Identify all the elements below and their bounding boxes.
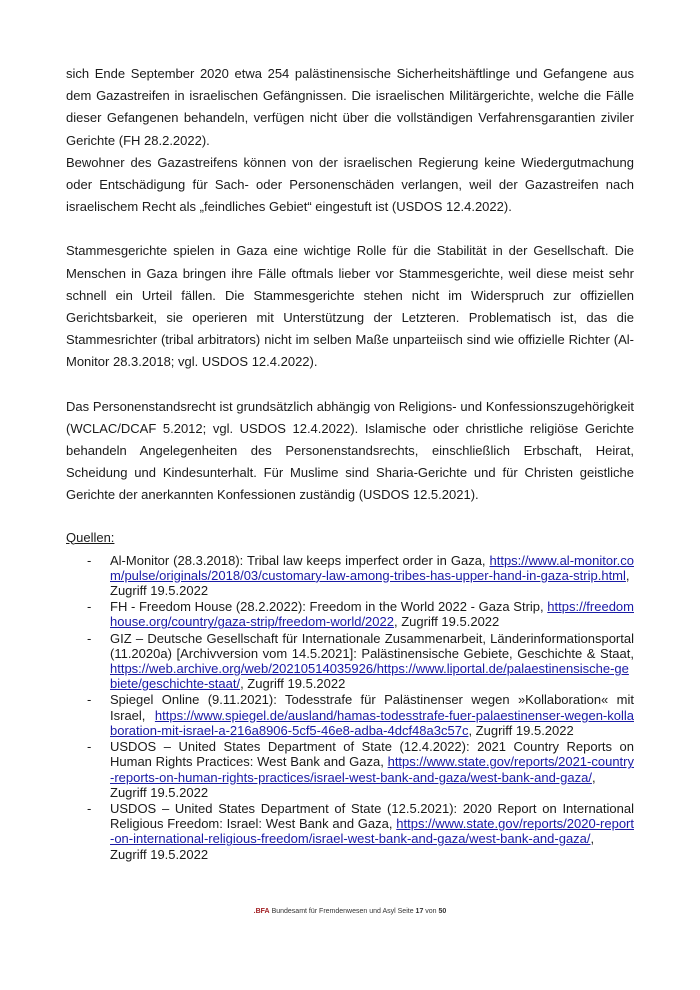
source-access-date: , Zugriff 19.5.2022 (110, 831, 595, 862)
source-item (66, 631, 634, 692)
source-text: Al-Monitor (28.3.2018): Tribal law keeps imperfect order in Gaza, (110, 552, 490, 568)
source-access-date: , Zugriff 19.5.2022 (240, 676, 346, 692)
source-access-date: , Zugriff 19.5.2022 (393, 614, 500, 630)
source-link[interactable]: https://www.state.gov/reports/2020-report-on-international-religious-freedom/israel-west-bank-and-gaza/west-bank-and-gaza/ (110, 816, 634, 847)
dash-bullet-icon: - (87, 692, 92, 708)
page-footer (0, 908, 700, 915)
source-access-date: , Zugriff 19.5.2022 (468, 722, 574, 738)
source-text: GIZ – Deutsche Gesellschaft für Internationale Zusammenarbeit, Länderinformationsportal (11.2020a) [Archivversion vom 14.5.2021]: Palästinensische Gebiete, Geschichte & Staat, (110, 630, 634, 661)
current-page-number: 17 (415, 908, 424, 915)
source-link[interactable]: https://freedomhouse.org/country/gaza-strip/freedom-world/2022 (110, 599, 634, 630)
source-link[interactable]: https://web.archive.org/web/20210514035926/https://www.liportal.de/palaestinensische-gebiete/geschichte-staat/ (110, 661, 629, 692)
paragraph-tribal-courts: Stammesgerichte spielen in Gaza eine wichtige Rolle für die Stabilität in der Gesellschaft. Die Menschen in Gaza bringen ihre Fälle oftmals lieber vor Stammesgerichte, weil diese meist sehr schnell ein Urteil fällen. Die Stammesgerichte stehen nicht im Widerspruch zur offiziellen Gerichtsbarkeit, sie operieren mit Unterstützung der Letzteren. Problematisch ist, das die Stammesrichter (tribal arbitrators) nicht im selben Maße unparteiisch sind wie offizielle Richter (Al-Monitor 28.3.2018; vgl. USDOS 12.4.2022). (66, 243, 634, 370)
source-text: Spiegel Online (9.11.2021): Todesstrafe für Palästinenser wegen »Kollaboration« mit Israel, (110, 692, 634, 723)
source-item (66, 801, 634, 862)
source-item (66, 553, 634, 599)
source-link[interactable]: https://www.al-monitor.com/pulse/originals/2018/03/customary-law-among-tribes-has-upper-hand-in-gaza-strip.html (110, 552, 634, 583)
document-page (66, 63, 634, 863)
dash-bullet-icon: - (87, 739, 92, 755)
footer-agency-text: Bundesamt für Fremdenwesen und Asyl Seite (269, 908, 416, 915)
paragraph-prisoners: sich Ende September 2020 etwa 254 palästinensische Sicherheitshäftlinge und Gefangene aus dem Gazastreifen in israelischen Gefängnissen. Die israelischen Militärgerichte, welche die Fälle dieser Gefangenen behandeln, verfügen nicht über die vollständigen Verfahrensgarantien ziviler Gerichte (FH 28.2.2022). (66, 66, 634, 148)
paragraph-personal-status-law: Das Personenstandsrecht ist grundsätzlich abhängig von Religions- und Konfessionszugehörigkeit (WCLAC/DCAF 5.2012; vgl. USDOS 12.4.2022). Islamische oder christliche religiöse Gerichte behandeln Angelegenheiten des Personenstandsrechts, einschließlich Erbschaft, Heirat, Scheidung und Kindesunterhalt. Für Muslime sind Sharia-Gerichte und für Christen geistliche Gerichte der anerkannten Konfessionen zuständig (USDOS 12.5.2021). (66, 398, 634, 503)
dash-bullet-icon: - (87, 800, 92, 816)
source-text: FH - Freedom House (28.2.2022): Freedom in the World 2022 - Gaza Strip, (110, 599, 548, 615)
sources-list (66, 553, 634, 862)
dash-bullet-icon: - (87, 599, 92, 615)
source-text: USDOS – United States Department of State (12.5.2021): 2020 Report on International Religious Freedom: Israel: West Bank and Gaza, (110, 800, 634, 832)
footer-of-text: von (423, 908, 439, 915)
bfa-logo-text: .BFA (253, 908, 270, 915)
source-link[interactable]: https://www.state.gov/reports/2021-country-reports-on-human-rights-practices/israel-west-bank-and-gaza/west-bank-and-gaza/ (110, 754, 634, 785)
dash-bullet-icon: - (87, 630, 92, 646)
source-link[interactable]: https://www.spiegel.de/ausland/hamas-todesstrafe-fuer-palaestinenser-wegen-kollaboration-mit-israel-a-216a8906-5cf5-46e8-adba-4dcf48a3c57c (110, 707, 634, 738)
source-item (66, 599, 634, 629)
sources-heading: Quellen: (66, 529, 115, 545)
total-pages-number: 50 (438, 908, 447, 915)
source-item (66, 692, 634, 738)
paragraph-compensation: Bewohner des Gazastreifens können von der israelischen Regierung keine Wiedergutmachung oder Entschädigung für Sach- oder Personenschäden verlangen, weil der Gazastreifen nach israelischem Recht als „feindliches Gebiet“ eingestuft ist (USDOS 12.4.2022). (66, 154, 634, 215)
source-access-date: , Zugriff 19.5.2022 (110, 567, 630, 599)
dash-bullet-icon: - (87, 552, 92, 568)
source-access-date: , Zugriff 19.5.2022 (110, 769, 596, 800)
source-item (66, 739, 634, 800)
source-text: USDOS – United States Department of State (12.4.2022): 2021 Country Reports on Human Rights Practices: West Bank and Gaza, (110, 739, 634, 770)
